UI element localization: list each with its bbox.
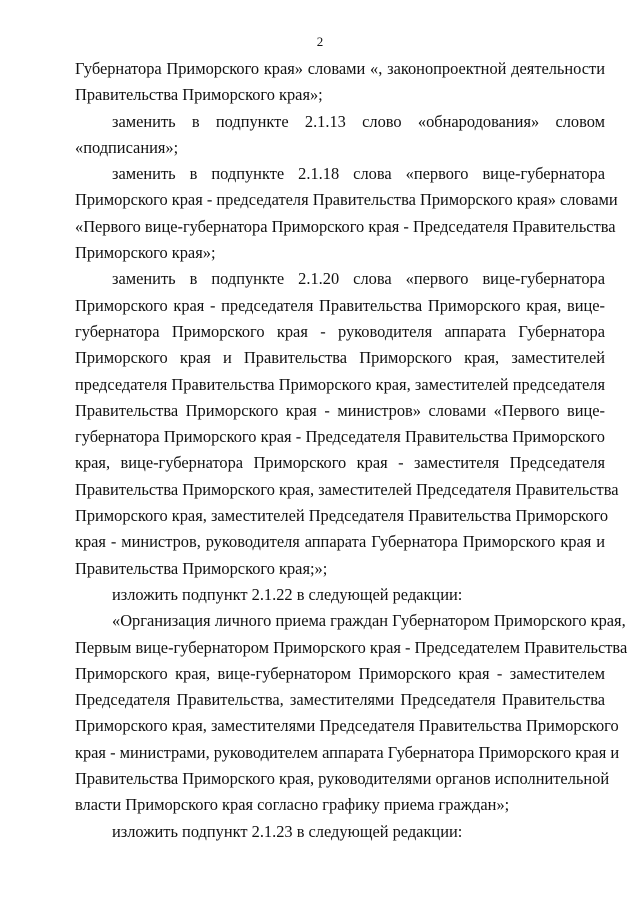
text-line: губернатора Приморского края - Председателя Правительства Приморского xyxy=(75,427,605,447)
paragraph xyxy=(75,608,628,818)
text-line: Приморского края, заместителями Председателя Правительства Приморского xyxy=(75,716,619,736)
text-line: края, вице-губернатора Приморского края - заместителя Председателя xyxy=(75,453,605,473)
page-number: 2 xyxy=(316,34,324,49)
paragraph xyxy=(75,56,605,109)
text-line: Правительства Приморского края;»; xyxy=(75,558,328,578)
text-line: «подписания»; xyxy=(75,137,179,157)
paragraph xyxy=(75,109,605,162)
text-line: Правительства Приморского края»; xyxy=(75,85,323,105)
paragraph xyxy=(75,819,605,845)
paragraph xyxy=(75,266,619,582)
text-line: Правительства Приморского края, заместителей Председателя Правительства xyxy=(75,479,619,499)
text-line: изложить подпункт 2.1.22 в следующей редакции: xyxy=(112,584,463,604)
text-line: края - министрами, руководителем аппарата Губернатора Приморского края и xyxy=(75,742,620,762)
text-line: Приморского края»; xyxy=(75,243,216,263)
text-line: изложить подпункт 2.1.23 в следующей редакции: xyxy=(112,821,463,841)
text-line: заменить в подпункте 2.1.18 слова «первого вице-губернатора xyxy=(112,164,605,184)
text-line: Правительства Приморского края, руководителями органов исполнительной xyxy=(75,769,610,789)
text-line: «Организация личного приема граждан Губернатором Приморского края, xyxy=(112,611,626,631)
document-body xyxy=(75,56,628,845)
text-line: Приморского края, вице-губернатором Приморского края - заместителем xyxy=(75,663,605,683)
text-line: власти Приморского края согласно графику приема граждан»; xyxy=(75,795,510,815)
text-line: «Первого вице-губернатора Приморского края - Председателя Правительства xyxy=(75,216,616,236)
text-line: Приморского края, заместителей Председателя Правительства Приморского xyxy=(75,506,609,526)
text-line: Приморского края - председателя Правительства Приморского края, вице- xyxy=(75,295,605,315)
paragraph xyxy=(75,161,618,266)
text-line: края - министров, руководителя аппарата Губернатора Приморского края и xyxy=(75,532,605,552)
text-line: губернатора Приморского края - руководителя аппарата Губернатора xyxy=(75,321,605,341)
text-line: заменить в подпункте 2.1.13 слово «обнародования» словом xyxy=(112,111,605,131)
text-line: Правительства Приморского края - министров» словами «Первого вице- xyxy=(75,400,605,420)
text-line: Приморского края - председателя Правительства Приморского края» словами xyxy=(75,190,618,210)
paragraph xyxy=(75,582,605,608)
text-line: председателя Правительства Приморского края, заместителей председателя xyxy=(75,374,605,394)
text-line: Председателя Правительства, заместителями Председателя Правительства xyxy=(75,690,605,710)
text-line: Приморского края и Правительства Приморского края, заместителей xyxy=(75,348,605,368)
text-line: Первым вице-губернатором Приморского края - Председателем Правительства xyxy=(75,637,628,657)
text-line: Губернатора Приморского края» словами «, законопроектной деятельности xyxy=(75,59,605,78)
text-line: заменить в подпункте 2.1.20 слова «первого вице-губернатора xyxy=(112,269,605,289)
